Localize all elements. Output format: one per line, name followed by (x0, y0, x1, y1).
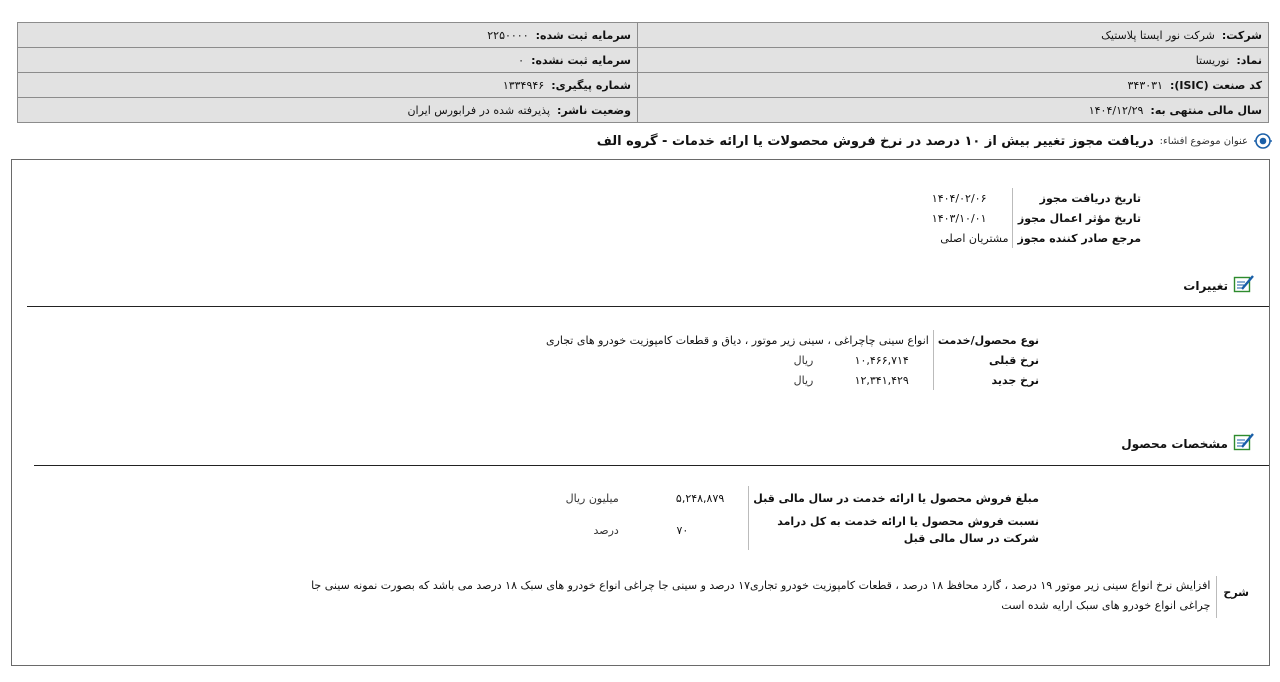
changes-heading (1183, 274, 1255, 297)
product-specs-row (562, 510, 1043, 550)
company-label: شرکت: (1221, 28, 1262, 42)
isic-cell (638, 73, 1269, 98)
company-value: شرکت نور ایستا پلاستیک (1101, 28, 1215, 42)
registered-capital-label: سرمایه ثبت شده: (535, 28, 631, 42)
issuer-value: مشتریان اصلی (940, 231, 1009, 245)
changes-divider (27, 306, 1269, 307)
company-cell (638, 23, 1269, 48)
publisher-status-label: وضعیت ناشر: (557, 103, 631, 117)
receive-date-label: تاریخ دریافت مجوز (1013, 188, 1145, 208)
fiscal-year-value: ۱۴۰۴/۱۲/۲۹ (1088, 103, 1144, 117)
effective-date-label: تاریخ مؤثر اعمال مجوز (1013, 208, 1145, 228)
description-block (296, 576, 1255, 618)
effective-date-value: ۱۴۰۳/۱۰/۰۱ (931, 211, 987, 225)
sales-unit: میلیون ریال (565, 491, 619, 505)
old-rate-label: نرخ قبلی (933, 350, 1043, 370)
product-specs-table (561, 486, 1043, 550)
header-table (17, 22, 1269, 123)
changes-row (542, 370, 1043, 390)
symbol-cell (638, 48, 1269, 73)
subject-title: دریافت مجوز تغییر بیش از ۱۰ درصد در نرخ فروش محصولات یا ارائه خدمات - گروه الف (596, 133, 1154, 149)
tracking-value: ۱۳۳۴۹۴۶ (502, 78, 545, 92)
product-specs-divider (34, 465, 1269, 466)
product-specs-row (562, 486, 1043, 510)
edit-note-icon (1233, 274, 1255, 297)
subject-line (597, 130, 1272, 152)
header-row (18, 23, 1269, 48)
registered-capital-cell (18, 23, 638, 48)
ratio-value: ۷۰ (676, 523, 689, 537)
header-row (18, 98, 1269, 123)
subject-label: عنوان موضوع افشاء: (1159, 135, 1248, 147)
symbol-value: نوریستا (1195, 53, 1230, 67)
product-type-label: نوع محصول/خدمت (933, 330, 1043, 350)
description-text: افزایش نرخ انواع سینی زیر موتور ۱۹ درصد ، گارد محافظ ۱۸ درصد ، قطعات کامپوزیت خودرو تجاری۱۷ درصد و سینی جا چراغی انواع خودرو های سبک ۱۸ درصد می باشد که بصورت نمونه سینی جا چراغی انواع خودرو های سبک ارایه شده است (311, 579, 1211, 612)
changes-heading-text: تغییرات (1183, 278, 1228, 293)
sales-label: مبلغ فروش محصول یا ارائه خدمت در سال مالی قبل (749, 486, 1043, 510)
registered-capital-value: ۲۲۵۰۰۰۰ (487, 28, 529, 42)
tracking-cell (18, 73, 638, 98)
new-rate-label: نرخ جدید (933, 370, 1043, 390)
receive-date-value: ۱۴۰۴/۰۲/۰۶ (931, 191, 987, 205)
product-specs-heading (1121, 432, 1255, 455)
unregistered-capital-value: ۰ (518, 53, 525, 67)
permit-row (928, 228, 1145, 248)
permit-table (928, 188, 1145, 248)
symbol-label: نماد: (1236, 53, 1262, 67)
ratio-unit: درصد (593, 523, 619, 537)
unregistered-capital-cell (18, 48, 638, 73)
new-rate-value: ۱۲,۳۴۱,۴۲۹ (854, 373, 909, 387)
ratio-label-line2: شرکت در سال مالی قبل (903, 532, 1039, 545)
header-row (18, 48, 1269, 73)
isic-label: کد صنعت (ISIC): (1169, 78, 1262, 92)
issuer-label: مرجع صادر کننده مجوز (1013, 228, 1145, 248)
changes-row (542, 330, 1043, 350)
product-specs-heading-text: مشخصات محصول (1121, 436, 1228, 451)
old-rate-unit: ریال (793, 353, 814, 367)
unregistered-capital-label: سرمایه ثبت نشده: (531, 53, 631, 67)
description-label: شرح (1216, 576, 1255, 618)
edit-note-icon (1233, 432, 1255, 455)
old-rate-value: ۱۰,۴۶۶,۷۱۴ (854, 353, 909, 367)
ratio-label (749, 510, 1043, 550)
disclosure-content (11, 159, 1270, 666)
isic-value: ۳۴۳۰۳۱ (1127, 78, 1163, 92)
header-row (18, 73, 1269, 98)
ratio-label-line1: نسبت فروش محصول یا ارائه خدمت به کل درامد (777, 515, 1039, 528)
fiscal-year-cell (638, 98, 1269, 123)
sales-value: ۵,۲۴۸,۸۷۹ (675, 491, 725, 505)
permit-row (928, 188, 1145, 208)
changes-row (542, 350, 1043, 370)
tracking-label: شماره پیگیری: (551, 78, 631, 92)
publisher-status-value: پذیرفته شده در فرابورس ایران (407, 103, 551, 117)
product-type-value: انواع سینی چاچراغی ، سینی زیر موتور ، دیاق و قطعات کامپوزیت خودرو های تجاری (545, 333, 929, 347)
changes-table (542, 330, 1043, 390)
publisher-status-cell (18, 98, 638, 123)
permit-row (928, 208, 1145, 228)
fiscal-year-label: سال مالی منتهی به: (1150, 103, 1262, 117)
new-rate-unit: ریال (793, 373, 814, 387)
radio-bullet-icon (1254, 132, 1272, 150)
